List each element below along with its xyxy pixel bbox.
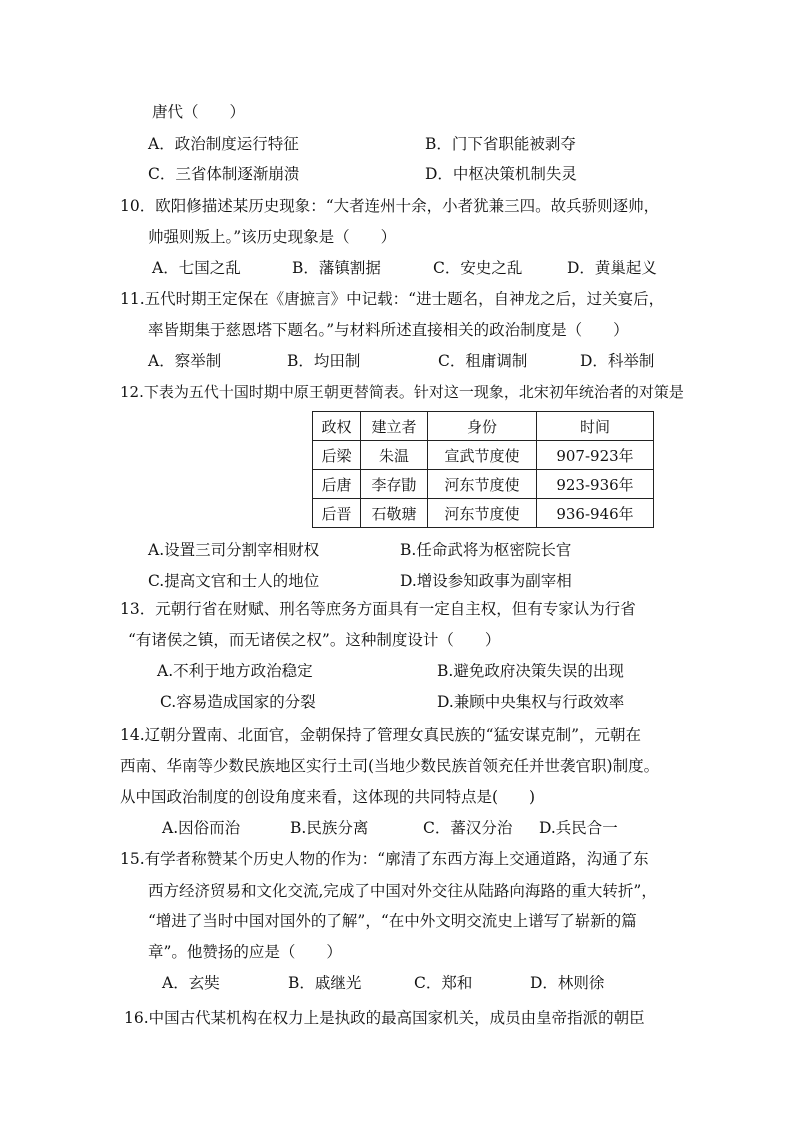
q15-stem-line1: 15.有学者称赞某个历史人物的作为：“廓清了东西方海上交通道路，沟通了东 (120, 850, 649, 868)
table-header-row (313, 412, 654, 441)
q11-stem-line1: 11.五代时期王定保在《唐摭言》中记载：“进士题名，自神龙之后，过关宴后， (120, 290, 665, 308)
q16-stem-line1: 16.中国古代某机构在权力上是执政的最高国家机关，成员由皇帝指派的朝臣 (124, 1009, 645, 1027)
q13-stem-line2: “有诸侯之镇，而无诸侯之权”。这种制度设计（ ） (128, 631, 501, 649)
table-cell: 936-946年 (537, 499, 654, 528)
table-row (313, 441, 654, 470)
q10-option-c: C．安史之乱 (433, 259, 523, 277)
dynasty-table (312, 411, 654, 528)
q14-option-d: D.兵民合一 (539, 819, 618, 837)
q12-option-a: A.设置三司分割宰相财权 (148, 541, 320, 559)
table-header-cell: 身份 (428, 412, 537, 441)
q15-stem-line2: 西方经济贸易和文化交流,完成了中国对外交往从陆路向海路的重大转折”， (148, 882, 657, 900)
table-header-cell: 建立者 (361, 412, 428, 441)
q11-option-c: C．租庸调制 (438, 352, 528, 370)
q10-option-d: D．黄巢起义 (567, 259, 657, 277)
q9-option-a: A．政治制度运行特征 (148, 135, 299, 153)
q9-option-b: B．门下省职能被剥夺 (425, 135, 576, 153)
table-row (313, 499, 654, 528)
table-cell: 李存勖 (361, 470, 428, 499)
table-cell: 907-923年 (537, 441, 654, 470)
q11-option-b: B．均田制 (287, 352, 361, 370)
q15-option-b: B．戚继光 (288, 974, 362, 992)
q13-option-d: D.兼顾中央集权与行政效率 (437, 693, 625, 711)
q14-option-c: C．蕃汉分治 (423, 819, 513, 837)
q11-option-a: A．察举制 (148, 352, 222, 370)
table-cell: 后梁 (313, 441, 361, 470)
q13-stem-line1: 13．元朝行省在财赋、刑名等庶务方面具有一定自主权，但有专家认为行省 (120, 600, 636, 618)
q15-option-d: D．林则徐 (530, 974, 605, 992)
q10-option-b: B．藩镇割据 (292, 259, 381, 277)
table-cell: 朱温 (361, 441, 428, 470)
q15-option-c: C．郑和 (414, 974, 473, 992)
q14-stem-line1: 14.辽朝分置南、北面官，金朝保持了管理女真民族的“猛安谋克制”，元朝在 (120, 726, 642, 744)
table-header-cell: 时间 (537, 412, 654, 441)
q10-stem-line2: 帅强则叛上。”该历史现象是（ ） (148, 228, 397, 246)
q14-option-b: B.民族分离 (290, 819, 369, 837)
q13-option-a: A.不利于地方政治稳定 (157, 662, 313, 680)
q14-stem-line3: 从中国政治制度的创设角度来看，这体现的共同特点是( ) (120, 788, 536, 806)
q12-stem-line1: 12.下表为五代十国时期中原王朝更替简表。针对这一现象，北宋初年统治者的对策是 (120, 383, 684, 401)
table-cell: 后晋 (313, 499, 361, 528)
q14-stem-line2: 西南、华南等少数民族地区实行土司(当地少数民族首领充任并世袭官职)制度。 (120, 757, 660, 775)
q13-option-b: B.避免政府决策失误的出现 (437, 662, 624, 680)
q11-option-d: D．科举制 (580, 352, 655, 370)
q11-stem-line2: 率皆期集于慈恩塔下题名。”与材料所述直接相关的政治制度是（ ） (148, 321, 629, 339)
q10-stem-line1: 10．欧阳修描述某历史现象：“大者连州十余，小者犹兼三四。故兵骄则逐帅， (120, 197, 660, 215)
table-cell: 宣武节度使 (428, 441, 537, 470)
table-cell: 河东节度使 (428, 499, 537, 528)
q15-stem-line3: “增进了当时中国对国外的了解”，“在中外文明交流史上谱写了崭新的篇 (148, 912, 637, 930)
q15-stem-line4: 章”。他赞扬的应是（ ） (148, 943, 342, 961)
table-row (313, 470, 654, 499)
q12-option-b: B.任命武将为枢密院长官 (400, 541, 572, 559)
q14-option-a: A.因俗而治 (162, 819, 241, 837)
q12-option-d: D.增设参知政事为副宰相 (400, 572, 572, 590)
q10-option-a: A．七国之乱 (152, 259, 241, 277)
table-header-cell: 政权 (313, 412, 361, 441)
q9-option-d: D．中枢决策机制失灵 (425, 165, 577, 183)
table-cell: 石敬瑭 (361, 499, 428, 528)
q9-stem-continuation: 唐代（ ） (152, 103, 246, 121)
q13-option-c: C.容易造成国家的分裂 (160, 693, 316, 711)
table-cell: 河东节度使 (428, 470, 537, 499)
q15-option-a: A．玄奘 (162, 974, 220, 992)
table-cell: 后唐 (313, 470, 361, 499)
q12-option-c: C.提高文官和士人的地位 (148, 572, 320, 590)
q9-option-c: C．三省体制逐渐崩溃 (148, 165, 300, 183)
table-cell: 923-936年 (537, 470, 654, 499)
